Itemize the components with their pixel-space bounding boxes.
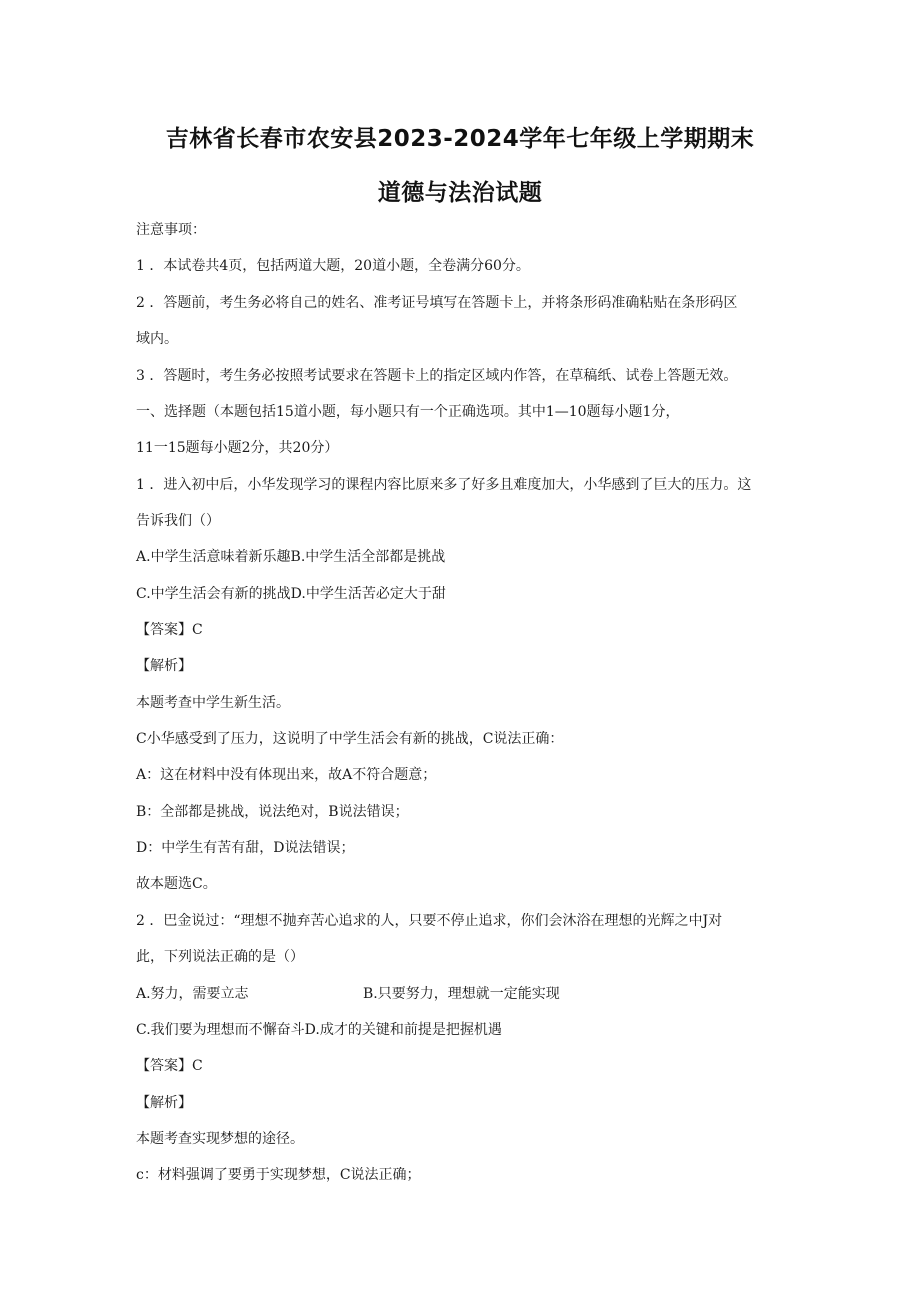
q1-analysis-line: B：全部都是挑战，说法绝对，B说法错误；	[136, 804, 409, 820]
note-1: 1 ．本试卷共4页，包括两道大题，20道小题，全卷满分60分。	[136, 258, 530, 274]
notes-heading: 注意事项：	[136, 222, 206, 238]
q2-stem-line-1: 2 ．巴金说过：“理想不抛弃苦心追求的人，只要不停止追求，你们会沐浴在理想的光辉之中J对	[136, 913, 723, 929]
q2-option-a: A.努力，需要立志	[136, 986, 249, 1002]
q1-analysis-heading: 【解析】	[136, 658, 192, 674]
q1-analysis-line: 故本题选C。	[136, 876, 217, 892]
q1-analysis-line: A：这在材料中没有体现出来，故A不符合题意；	[136, 767, 437, 783]
q2-analysis-line: c：材料强调了要勇于实现梦想，C说法正确；	[136, 1167, 421, 1183]
note-2-line-1: 2 ．答题前，考生务必将自己的姓名、准考证号填写在答题卡上，并将条形码准确粘贴在条形码区	[136, 295, 738, 311]
q2-analysis-line: 本题考查实现梦想的途径。	[136, 1131, 304, 1147]
section-heading-line-1: 一、选择题（本题包括15道小题，每小题只有一个正确选项。其中1—10题每小题1分，	[136, 404, 680, 420]
note-3: 3 ．答题时，考生务必按照考试要求在答题卡上的指定区域内作答，在草稿纸、试卷上答题无效。	[136, 368, 738, 384]
note-2-line-2: 域内。	[136, 331, 178, 347]
section-heading-line-2: 11一15题每小题2分，共20分）	[136, 440, 339, 456]
q2-stem-line-2: 此，下列说法正确的是（）	[136, 949, 304, 965]
q2-analysis-heading: 【解析】	[136, 1095, 192, 1111]
q1-analysis-line: D：中学生有苦有甜，D说法错误；	[136, 840, 355, 856]
q1-analysis-line: 本题考查中学生新生活。	[136, 695, 290, 711]
q1-options-cd: C.中学生活会有新的挑战D.中学生活苦必定大于甜	[136, 586, 446, 602]
document-title: 吉林省长春市农安县2023-2024学年七年级上学期期末	[165, 126, 755, 152]
document-subtitle: 道德与法治试题	[377, 180, 543, 206]
q1-options-ab: A.中学生活意味着新乐趣B.中学生活全部都是挑战	[136, 549, 446, 565]
q2-options-cd: C.我们要为理想而不懈奋斗D.成才的关键和前提是把握机遇	[136, 1022, 502, 1038]
q1-analysis-line: C小华感受到了压力，这说明了中学生活会有新的挑战，C说法正确：	[136, 731, 564, 747]
q1-stem-line-2: 告诉我们（）	[136, 513, 220, 529]
q1-stem-line-1: 1 ．进入初中后，小华发现学习的课程内容比原来多了好多且难度加大，小华感到了巨大的压力。这	[136, 477, 752, 493]
q2-option-b: B.只要努力，理想就一定能实现	[363, 986, 560, 1002]
q1-answer: 【答案】C	[136, 622, 203, 638]
q2-answer: 【答案】C	[136, 1058, 203, 1074]
